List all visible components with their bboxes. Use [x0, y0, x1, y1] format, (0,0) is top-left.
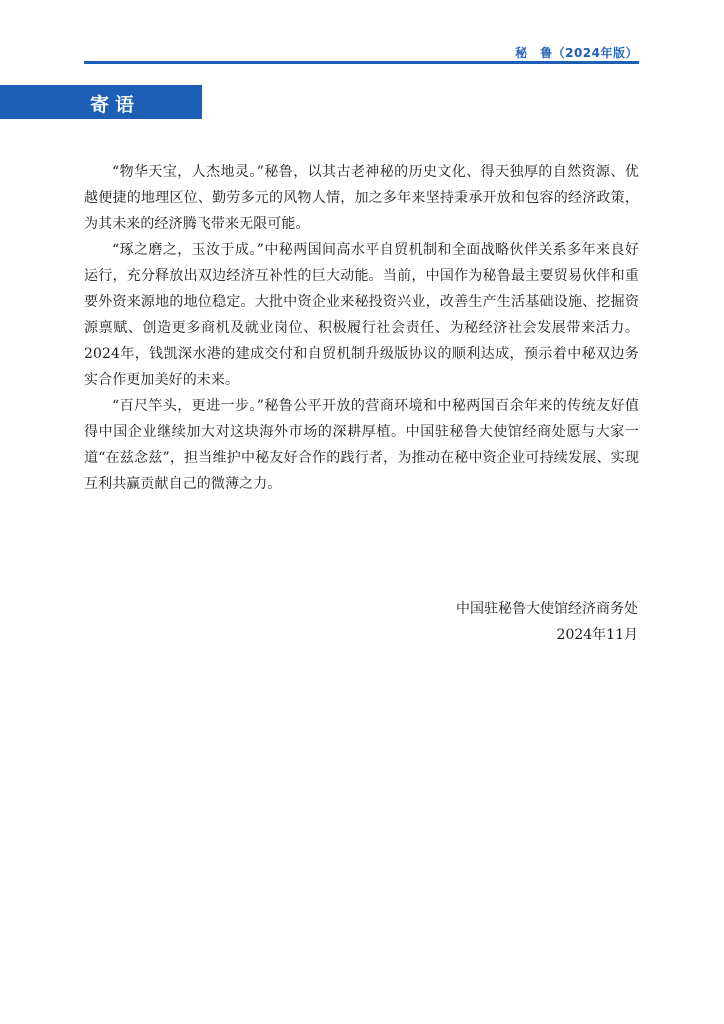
- signature-organization: 中国驻秘鲁大使馆经济商务处: [456, 601, 638, 617]
- running-header: 秘 鲁（2024年版）: [515, 46, 638, 60]
- body-text: [84, 159, 639, 497]
- paragraph-1: “物华天宝，人杰地灵。”秘鲁，以其古老神秘的历史文化、得天独厚的自然资源、优越便捷的地理区位、勤劳多元的风物人情，加之多年来坚持秉承开放和包容的经济政策，为其未来的经济腾飞带来无限可能。: [84, 164, 639, 232]
- paragraph-2: “琢之磨之，玉汝于成。”中秘两国间高水平自贸机制和全面战略伙伴关系多年来良好运行，充分释放出双边经济互补性的巨大动能。当前，中国作为秘鲁最主要贸易伙伴和重要外资来源地的地位稳定。大批中资企业来秘投资兴业，改善生产生活基础设施、挖掘资源禀赋、创造更多商机及就业岗位、积极履行社会责任、为秘经济社会发展带来活力。2024年，钱凯深水港的建成交付和自贸机制升级版协议的顺利达成，预示着中秘双边务实合作更加美好的未来。: [84, 242, 639, 388]
- signature-block: [456, 596, 638, 648]
- paragraph-3: “百尺竿头，更进一步。”秘鲁公平开放的营商环境和中秘两国百余年来的传统友好值得中国企业继续加大对这块海外市场的深耕厚植。中国驻秘鲁大使馆经商处愿与大家一道“在兹念兹”，担当维护中秘友好合作的践行者，为推动在秘中资企业可持续发展、实现互利共赢贡献自己的微薄之力。: [84, 398, 639, 492]
- section-title: 寄语: [90, 94, 141, 116]
- signature-date: 2024年11月: [556, 627, 638, 643]
- header-rule: [84, 61, 639, 64]
